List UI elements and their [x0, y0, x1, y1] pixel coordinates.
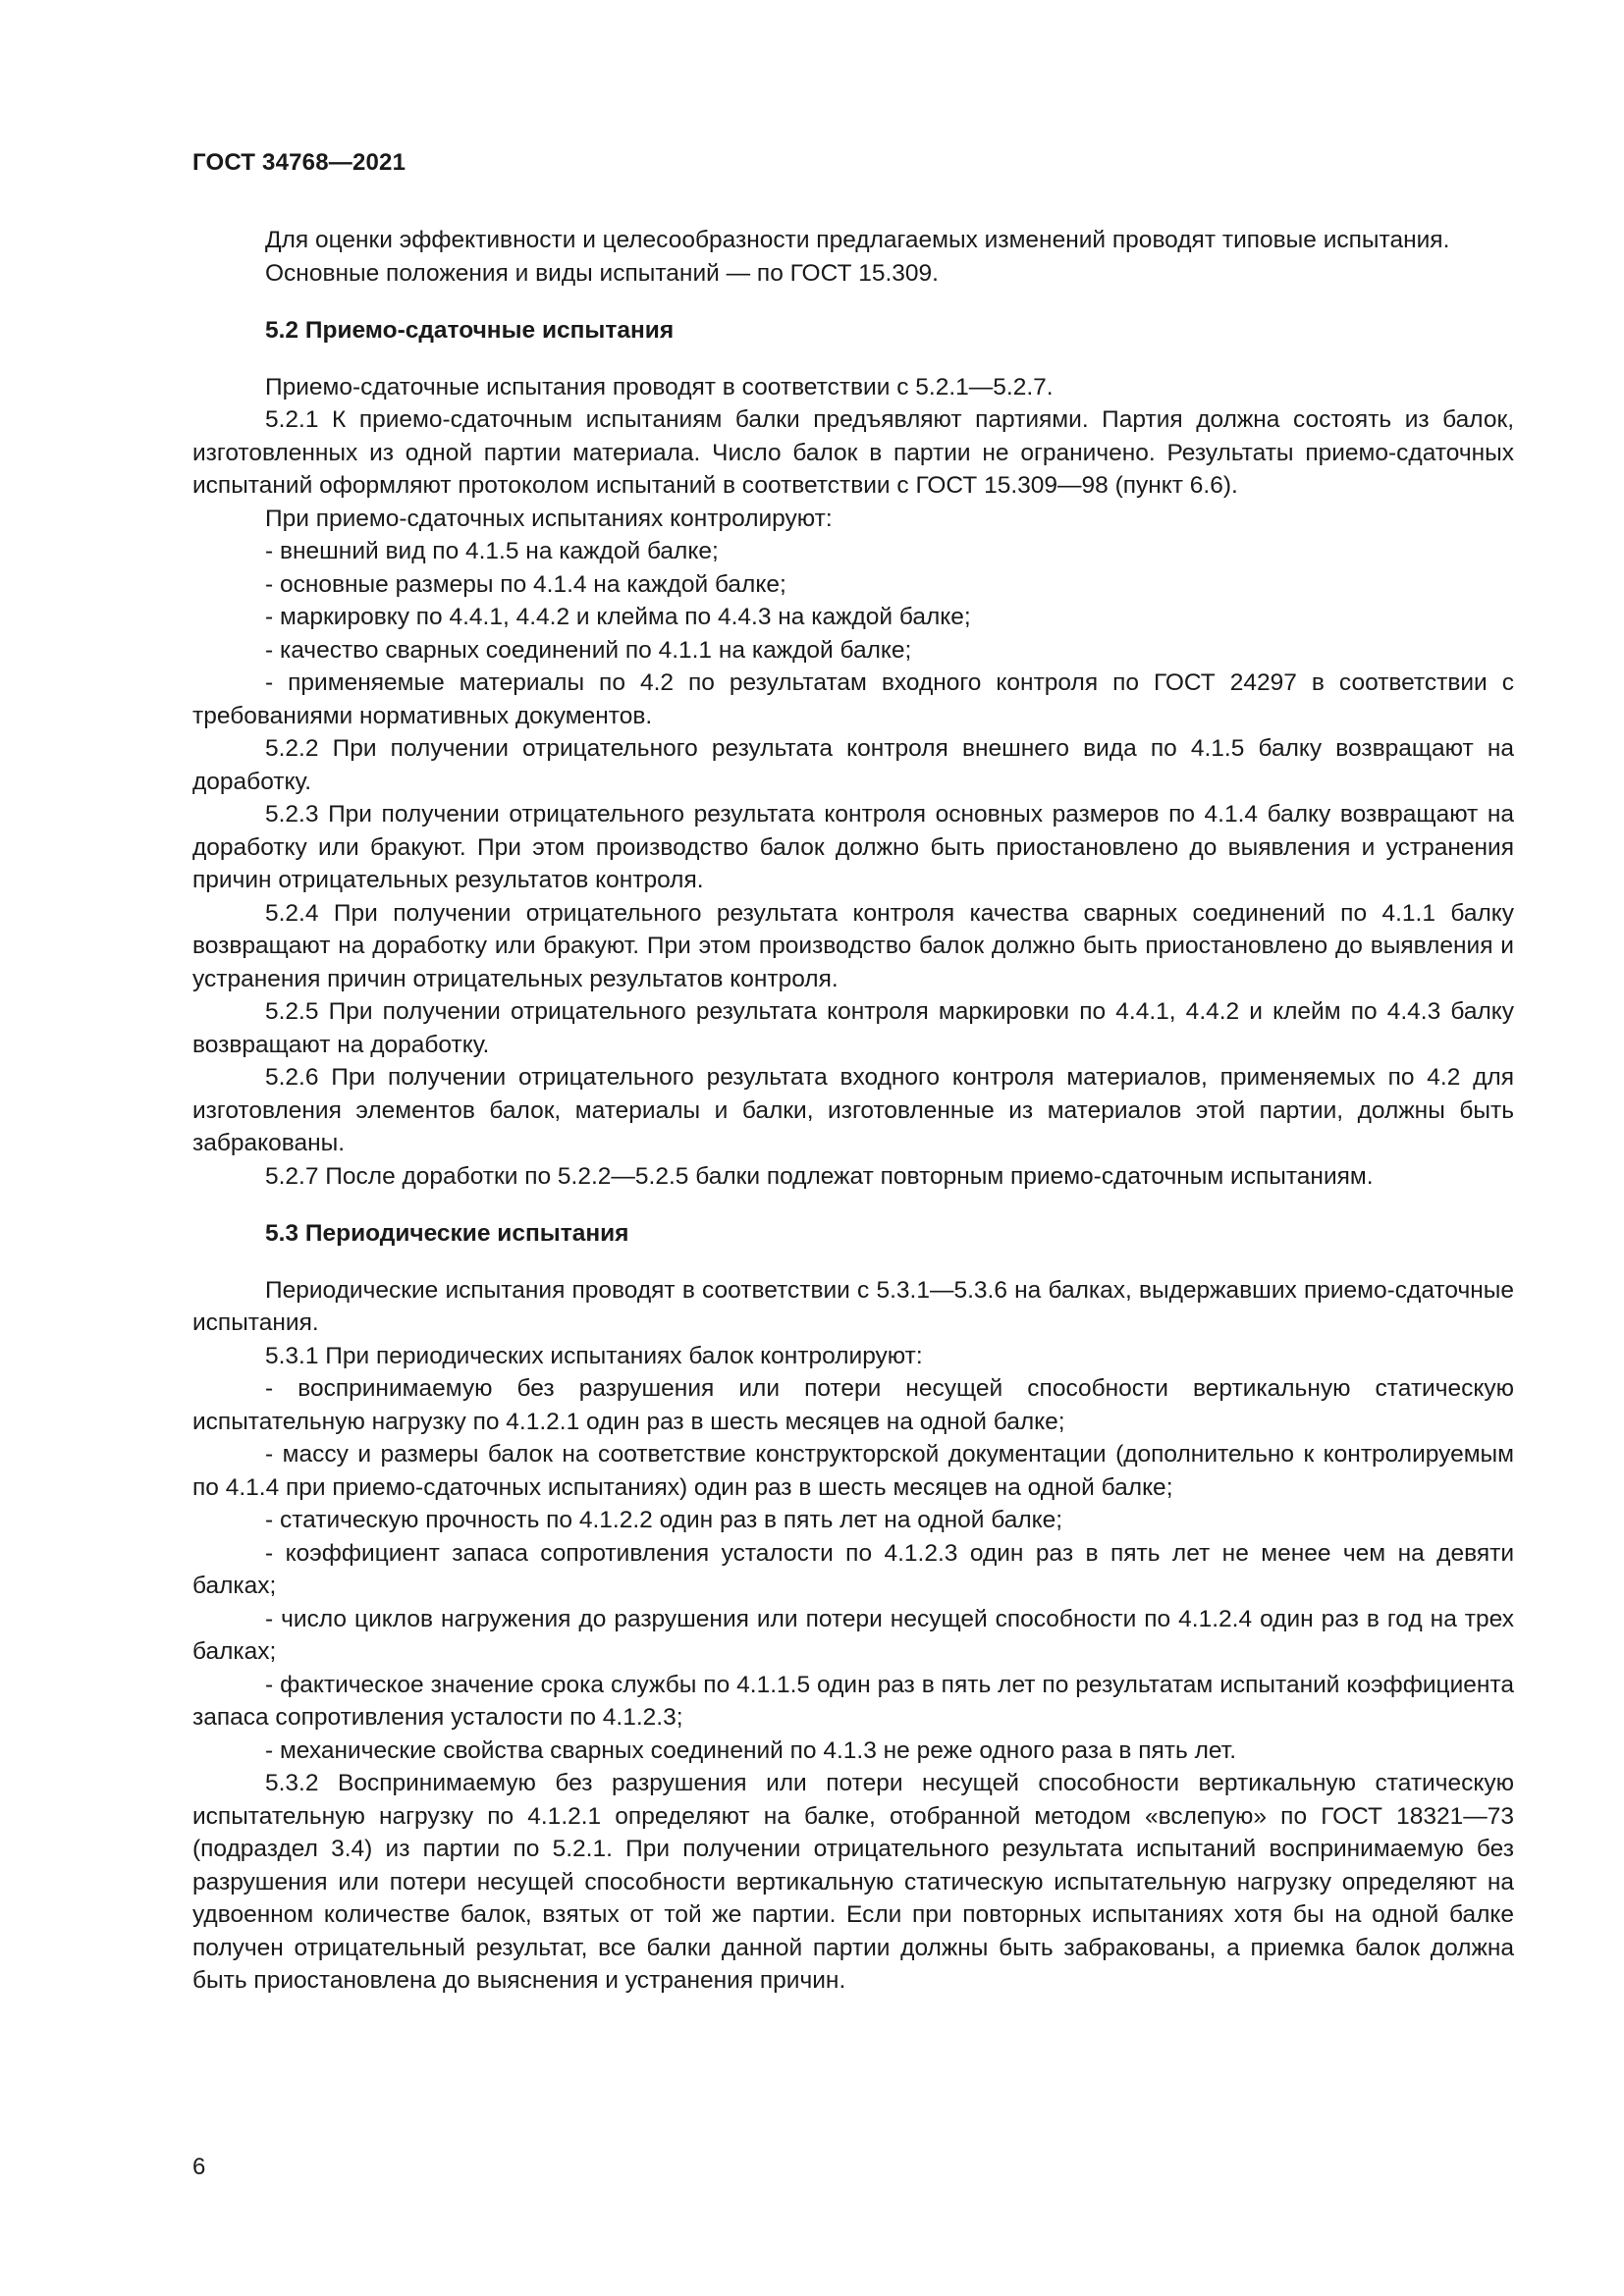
paragraph: Основные положения и виды испытаний — по ГОСТ 15.309. [265, 259, 939, 287]
paragraph: 5.2.3 При получении отрицательного результата контроля основных размеров по 4.1.4 балку возвращают на доработку или бракуют. При этом производство балок должно быть приостановлено до выявления и устранения причин отрицательных результатов контроля. [192, 801, 1514, 893]
paragraph: Периодические испытания проводят в соответствии с 5.3.1—5.3.6 на балках, выдержавших приемо-сдаточные испытания. [192, 1276, 1514, 1336]
paragraph: 5.3.2 Воспринимаемую без разрушения или потери несущей способности вертикальную статическую испытательную нагрузку по 4.1.2.1 определяют на балке, отобранной методом «вслепую» по ГОСТ 18321—73 (подраздел 3.4) из партии по 5.2.1. При получении отрицательного результата испытаний воспринимаемую без разрушения или потери несущей способности вертикальную статическую испытательную нагрузку определяют на удвоенном количестве балок, взятых от той же партии. Если при повторных испытаниях хотя бы на одной балке получен отрицательный результат, все балки данной партии должны быть забракованы, а приемка балок должна быть приостановлена до выяснения и устранения причин. [192, 1770, 1514, 1994]
paragraph: 5.2.5 При получении отрицательного результата контроля маркировки по 4.4.1, 4.4.2 и клейм по 4.4.3 балку возвращают на доработку. [192, 998, 1514, 1058]
list-item: - число циклов нагружения до разрушения или потери несущей способности по 4.1.2.4 один раз в год на трех балках; [192, 1605, 1514, 1665]
section-heading-5-3: 5.3 Периодические испытания [265, 1220, 629, 1247]
list-item: - применяемые материалы по 4.2 по результатам входного контроля по ГОСТ 24297 в соответствии с требованиями нормативных документов. [192, 669, 1514, 729]
body-text [192, 224, 1514, 1998]
paragraph: 5.2.7 После доработки по 5.2.2—5.2.5 балки подлежат повторным приемо-сдаточным испытаниям. [265, 1162, 1374, 1190]
list-item: - фактическое значение срока службы по 4.1.1.5 один раз в пять лет по результатам испытаний коэффициента запаса сопротивления усталости по 4.1.2.3; [192, 1671, 1514, 1731]
page-number: 6 [192, 2154, 206, 2180]
list-item: - внешний вид по 4.1.5 на каждой балке; [265, 538, 719, 564]
list-item: - основные размеры по 4.1.4 на каждой балке; [265, 570, 786, 598]
list-item: - маркировку по 4.4.1, 4.4.2 и клейма по 4.4.3 на каждой балке; [265, 604, 971, 630]
list-item: - массу и размеры балок на соответствие конструкторской документации (дополнительно к контролируемым по 4.1.4 при приемо-сдаточных испытаниях) один раз в шесть месяцев на одной балке; [192, 1441, 1514, 1501]
paragraph: 5.2.4 При получении отрицательного результата контроля качества сварных соединений по 4.1.1 балку возвращают на доработку или бракуют. При этом производство балок должно быть приостановлено до выявления и устранения причин отрицательных результатов контроля. [192, 899, 1514, 992]
paragraph: 5.2.6 При получении отрицательного результата входного контроля материалов, применяемых по 4.2 для изготовления элементов балок, материалы и балки, изготовленные из материалов этой партии, должны быть забракованы. [192, 1064, 1514, 1156]
document-id-header: ГОСТ 34768—2021 [192, 149, 406, 176]
list-item: - качество сварных соединений по 4.1.1 на каждой балке; [265, 636, 912, 664]
paragraph: При приемо-сдаточных испытаниях контролируют: [265, 505, 833, 532]
list-item: - механические свойства сварных соединений по 4.1.3 не реже одного раза в пять лет. [265, 1736, 1236, 1764]
paragraph: Для оценки эффективности и целесообразности предлагаемых изменений проводят типовые испытания. [265, 227, 1450, 253]
section-heading-5-2: 5.2 Приемо-сдаточные испытания [265, 317, 675, 344]
paragraph: 5.3.1 При периодических испытаниях балок контролируют: [265, 1342, 923, 1369]
list-item: - воспринимаемую без разрушения или потери несущей способности вертикальную статическую испытательную нагрузку по 4.1.2.1 один раз в шесть месяцев на одной балке; [192, 1375, 1514, 1435]
paragraph: Приемо-сдаточные испытания проводят в соответствии с 5.2.1—5.2.7. [265, 373, 1054, 400]
paragraph: 5.2.1 К приемо-сдаточным испытаниям балки предъявляют партиями. Партия должна состоять из балок, изготовленных из одной партии материала. Число балок в партии не ограничено. Результаты приемо-сдаточных испытаний оформляют протоколом испытаний в соответствии с ГОСТ 15.309—98 (пункт 6.6). [192, 406, 1514, 499]
list-item: - статическую прочность по 4.1.2.2 один раз в пять лет на одной балке; [265, 1507, 1063, 1533]
paragraph: 5.2.2 При получении отрицательного результата контроля внешнего вида по 4.1.5 балку возвращают на доработку. [192, 735, 1514, 795]
list-item: - коэффициент запаса сопротивления усталости по 4.1.2.3 один раз в пять лет не менее чем на девяти балках; [192, 1539, 1514, 1599]
